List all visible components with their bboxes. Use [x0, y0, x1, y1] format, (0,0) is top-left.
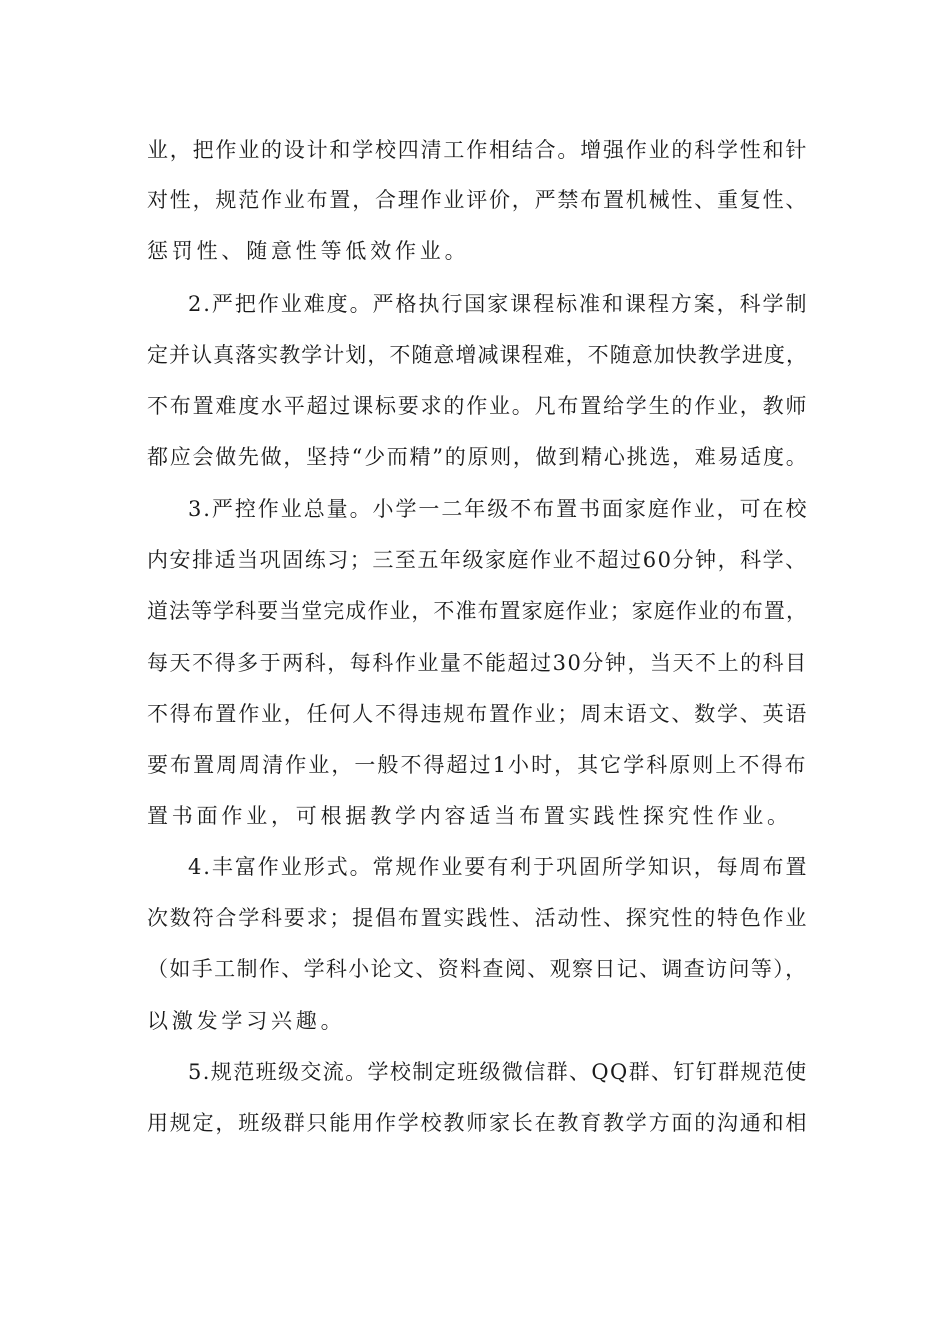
- text-line: 内安排适当巩固练习；三至五年级家庭作业不超过60分钟，科学、: [147, 548, 808, 572]
- text-line: 惩罚性、随意性等低效作业。: [147, 239, 470, 263]
- text-line: 置书面作业，可根据教学内容适当布置实践性探究性作业。: [147, 804, 792, 828]
- text-line: 每天不得多于两科，每科作业量不能超过30分钟，当天不上的科目: [147, 651, 808, 675]
- text-line: 要布置周周清作业，一般不得超过1小时，其它学科原则上不得布: [147, 753, 808, 777]
- text-line: 不布置难度水平超过课标要求的作业。凡布置给学生的作业，教师: [147, 394, 809, 418]
- text-line: 都应会做先做，坚持“少而精”的原则，做到精心挑选，难易适度。: [147, 445, 809, 469]
- paragraph-2-start: 2.严把作业难度。严格执行国家课程标准和课程方案，科学制: [188, 292, 809, 316]
- text-line: 对性，规范作业布置，合理作业评价，严禁布置机械性、重复性、: [147, 188, 809, 212]
- paragraph-5-start: 5.规范班级交流。学校制定班级微信群、QQ群、钉钉群规范使: [188, 1060, 808, 1084]
- paragraph-3-start: 3.严控作业总量。小学一二年级不布置书面家庭作业，可在校: [188, 497, 809, 521]
- text-line: 不得布置作业，任何人不得违规布置作业；周末语文、数学、英语: [147, 702, 809, 726]
- text-line: （如手工制作、学科小论文、资料查阅、观察日记、调查访问等），: [147, 957, 808, 981]
- text-line: 道法等学科要当堂完成作业，不准布置家庭作业；家庭作业的布置，: [147, 599, 808, 623]
- paragraph-4-start: 4.丰富作业形式。常规作业要有利于巩固所学知识，每周布置: [188, 855, 809, 879]
- text-line: 定并认真落实教学计划，不随意增减课程难，不随意加快教学进度，: [147, 343, 808, 367]
- text-line: 业，把作业的设计和学校四清工作相结合。增强作业的科学性和针: [147, 138, 809, 162]
- text-line: 次数符合学科要求；提倡布置实践性、活动性、探究性的特色作业: [147, 906, 809, 930]
- text-line: 用规定，班级群只能用作学校教师家长在教育教学方面的沟通和相: [147, 1111, 809, 1135]
- text-line: 以激发学习兴趣。: [147, 1009, 346, 1033]
